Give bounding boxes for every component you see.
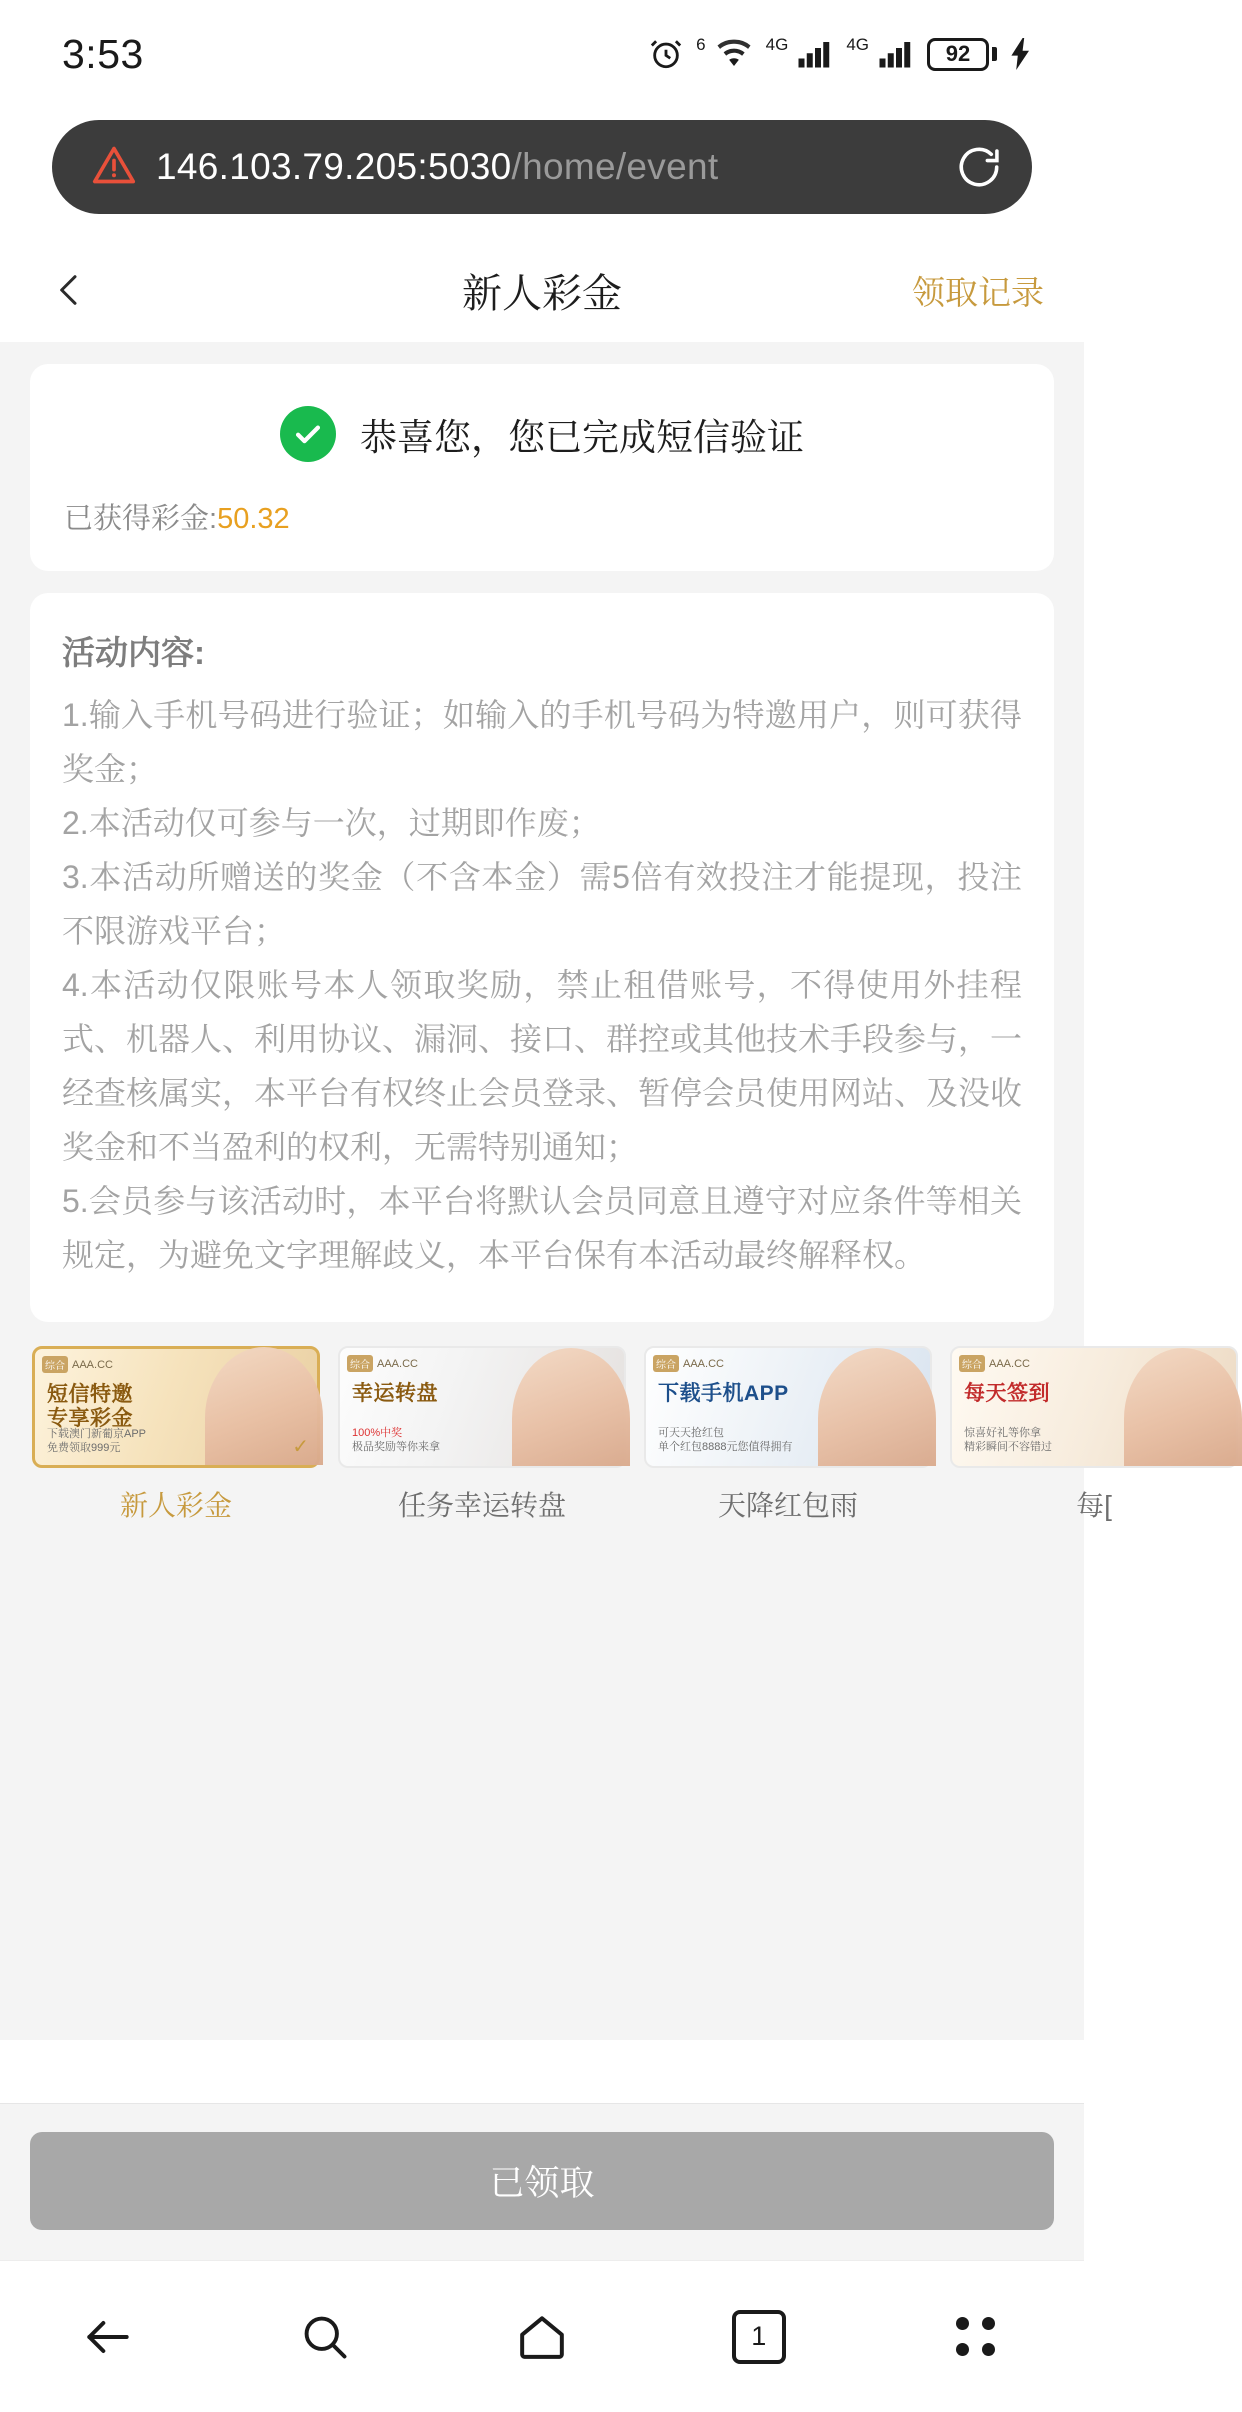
banner-tag [42, 1356, 113, 1373]
rule-item: 1.输入手机号码进行验证；如输入的手机号码为特邀用户，则可获得奖金； [62, 697, 1022, 787]
banner-tag [959, 1355, 1030, 1372]
alarm-icon [649, 37, 683, 71]
network-label-2: 4G [846, 35, 869, 54]
bonus-line [64, 496, 1020, 537]
battery-percent: 92 [945, 41, 971, 66]
back-icon[interactable] [53, 2282, 163, 2392]
banner-subtext-line2: 单个红包8888元您值得拥有 [658, 1441, 793, 1453]
banner-label: 每[ [1076, 1490, 1112, 1521]
banner-tag-label: 综合 [959, 1355, 985, 1372]
banner-thumbnail[interactable] [32, 1346, 320, 1468]
banner-subtext [47, 1427, 146, 1455]
browser-navigation-bar [0, 2260, 1084, 2412]
banner-subtext-line2: 精彩瞬间不容错过 [964, 1441, 1052, 1453]
banner-item-red-packet-rain[interactable] [644, 1346, 932, 1524]
banner-subtext-line1: 100%中奖 [352, 1427, 403, 1439]
signal-4g-icon [797, 39, 833, 69]
url-host: 146.103.79.205:5030 [156, 146, 512, 187]
banner-label: 任务幸运转盘 [397, 1490, 566, 1521]
charging-bolt-icon [1010, 38, 1032, 70]
url-text[interactable] [156, 146, 924, 188]
reload-icon[interactable] [944, 132, 1014, 202]
check-mark-icon: ✓ [292, 1436, 309, 1458]
claim-button[interactable]: 已领取 [30, 2132, 1054, 2230]
promotion-banner-list[interactable] [30, 1346, 1112, 1524]
page-header [0, 238, 1084, 342]
banner-item-newcomer-bonus[interactable] [32, 1346, 320, 1524]
chevron-left-icon[interactable] [40, 260, 100, 320]
banner-tag-label: 综合 [653, 1355, 679, 1372]
banner-headline [47, 1383, 133, 1431]
rule-item: 4.本活动仅限账号本人领取奖励，禁止租借账号，不得使用外挂程式、机器人、利用协议、漏洞、接口、群控或其他技术手段参与，一经查核属实，本平台有权终止会员登录、暂停会员使用网站、及没收奖金和不当盈利的权利，无需特别通知； [62, 967, 1023, 1165]
banner-tag-label: 综合 [42, 1356, 68, 1373]
bonus-label: 已获得彩金: [64, 503, 218, 535]
banner-subtext-line2: 免费领取999元 [47, 1442, 121, 1454]
bonus-amount: 50.32 [217, 503, 290, 535]
battery-icon [927, 38, 997, 71]
network-label-1: 4G [765, 35, 789, 54]
rules-title: 活动内容: [62, 634, 205, 671]
banner-site-label: AAA.CC [72, 1358, 113, 1371]
tabs-icon[interactable] [704, 2282, 814, 2392]
banner-site-label: AAA.CC [683, 1357, 724, 1370]
banner-subtext [964, 1426, 1052, 1454]
menu-dots-icon[interactable] [921, 2282, 1031, 2392]
banner-headline [658, 1382, 789, 1406]
rule-item: 3.本活动所赠送的奖金（不含本金）需5倍有效投注才能提现，投注不限游戏平台； [62, 859, 1022, 949]
success-message: 恭喜您，您已完成短信验证 [360, 417, 804, 458]
banner-item-daily-checkin[interactable] [950, 1346, 1238, 1524]
banner-label: 天降红包雨 [717, 1490, 858, 1521]
page-content [0, 342, 1112, 2040]
rules-card [30, 593, 1054, 1322]
search-icon[interactable] [270, 2282, 380, 2392]
banner-label: 新人彩金 [119, 1490, 232, 1521]
banner-tag [653, 1355, 724, 1372]
check-circle-icon [280, 406, 336, 462]
rule-item: 5.会员参与该活动时，本平台将默认会员同意且遵守对应条件等相关规定，为避免文字理解歧义，本平台保有本活动最终解释权。 [62, 1183, 1022, 1273]
banner-model-image [1124, 1348, 1242, 1466]
bottom-action-bar [0, 2103, 1084, 2260]
rule-item: 2.本活动仅可参与一次，过期即作废； [62, 805, 601, 841]
status-icons [649, 37, 1032, 71]
banner-headline-line1: 幸运转盘 [352, 1382, 438, 1405]
rules-body [62, 688, 1022, 1282]
banner-model-image [512, 1348, 630, 1466]
banner-thumbnail[interactable] [338, 1346, 626, 1468]
banner-headline-line1: 每天签到 [964, 1382, 1050, 1405]
browser-toolbar [0, 108, 1084, 214]
status-time: 3:53 [62, 30, 144, 77]
url-path: /home/event [511, 146, 719, 187]
banner-headline-line1: 短信特邀 [47, 1383, 133, 1406]
banner-item-lucky-wheel[interactable] [338, 1346, 626, 1524]
banner-tag [347, 1355, 418, 1372]
banner-site-label: AAA.CC [377, 1357, 418, 1370]
warning-triangle-icon[interactable] [92, 143, 136, 192]
signal-4g-icon-secondary [878, 39, 914, 69]
banner-subtext [352, 1426, 440, 1454]
banner-headline-line2: 专享彩金 [47, 1407, 133, 1430]
wifi-icon [715, 39, 753, 69]
home-icon[interactable] [487, 2282, 597, 2392]
status-bar [0, 0, 1084, 108]
banner-model-image [818, 1348, 936, 1466]
claim-records-link[interactable]: 领取记录 [912, 273, 1044, 311]
banner-subtext-line2: 极品奖励等你来拿 [352, 1441, 440, 1453]
banner-subtext [658, 1426, 792, 1454]
banner-headline-line1: 下载手机APP [658, 1382, 789, 1405]
banner-thumbnail[interactable] [950, 1346, 1238, 1468]
banner-subtext-line1: 可天天抢红包 [658, 1427, 724, 1439]
address-bar[interactable] [52, 120, 1032, 214]
signal-superscript: 6 [696, 35, 706, 54]
page-title: 新人彩金 [462, 271, 622, 316]
banner-subtext-line1: 惊喜好礼等你拿 [964, 1427, 1041, 1439]
banner-subtext-line1: 下载澳门新葡京APP [47, 1428, 147, 1440]
success-row [64, 406, 1020, 462]
banner-tag-label: 综合 [347, 1355, 373, 1372]
tab-count: 1 [732, 2310, 786, 2364]
banner-thumbnail[interactable] [644, 1346, 932, 1468]
banner-headline [964, 1382, 1050, 1406]
banner-site-label: AAA.CC [989, 1357, 1030, 1370]
status-card [30, 364, 1054, 571]
banner-headline [352, 1382, 438, 1406]
